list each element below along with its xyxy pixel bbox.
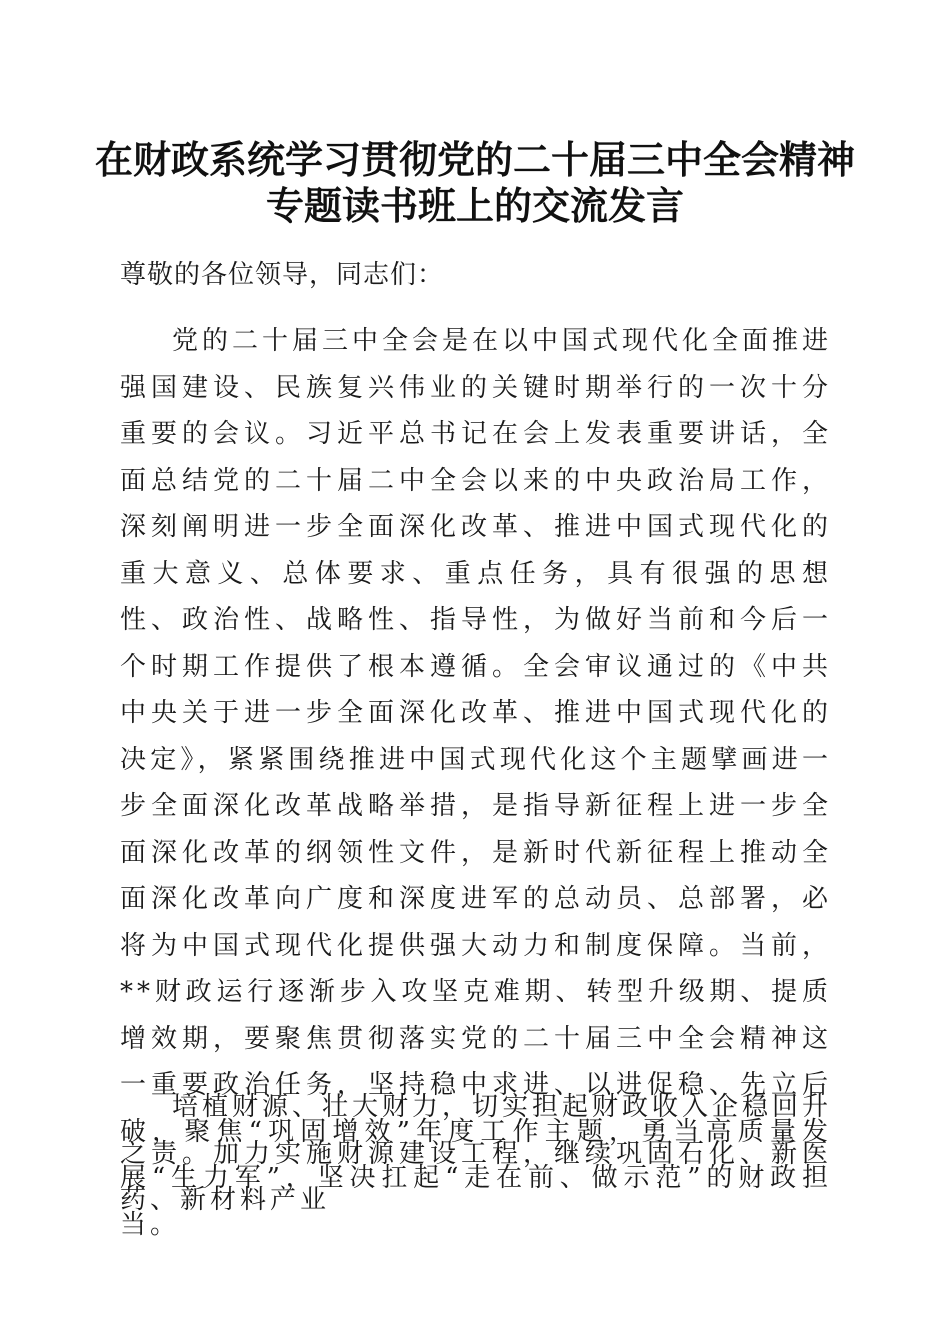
paragraph-1-text: 党的二十届三中全会是在以中国式现代化全面推进强国建设、民族复兴伟业的关键时期举行的一次十分重要的会议。习近平总书记在会上发表重要讲话，全面总结党的二十届二中全会以来的中央政治局工作，深刻阐明进一步全面深化改革、推进中国式现代化的重大意义、总体要求、重点任务，具有很强的思想性、政治性、战略性、指导性，为做好当前和今后一个时期工作提供了根本遵循。全会审议通过的《中共中央关于进一步全面深化改革、推进中国式现代化的决定》，紧紧围绕推进中国式现代化这个主题擘画进一步全面深化改革战略举措，是指导新征程上进一步全面深化改革的纲领性文件，是新时代新征程上推动全面深化改革向广度和深度进军的总动员、总部署，必将为中国式现代化提供强大动力和制度保障。当前，**财政运行逐渐步入攻坚克难期、转型升级期、提质增效期，要聚焦贯彻落实党的二十届三中全会精神这一重要政治任务，坚持稳中求进、以进促稳、先立后破，聚焦“巩固增效”年度工作主题，勇当高质量发展“生力军”，坚决扛起“走在前、做示范”的财政担当。 bbox=[120, 326, 833, 1240]
paragraph-2-text: 培植财源、壮大财力，切实担起财政收入企稳回升之责。加力实施财源建设工程，继续巩固石化、新医药、新材料产业 bbox=[120, 1092, 833, 1215]
document-title-line-1: 在财政系统学习贯彻党的二十届三中全会精神 bbox=[94, 137, 855, 182]
paragraph-2 bbox=[120, 1084, 832, 1224]
document-title-line-2: 专题读书班上的交流发言 bbox=[265, 183, 684, 228]
salutation: 尊敬的各位领导，同志们： bbox=[120, 260, 445, 290]
